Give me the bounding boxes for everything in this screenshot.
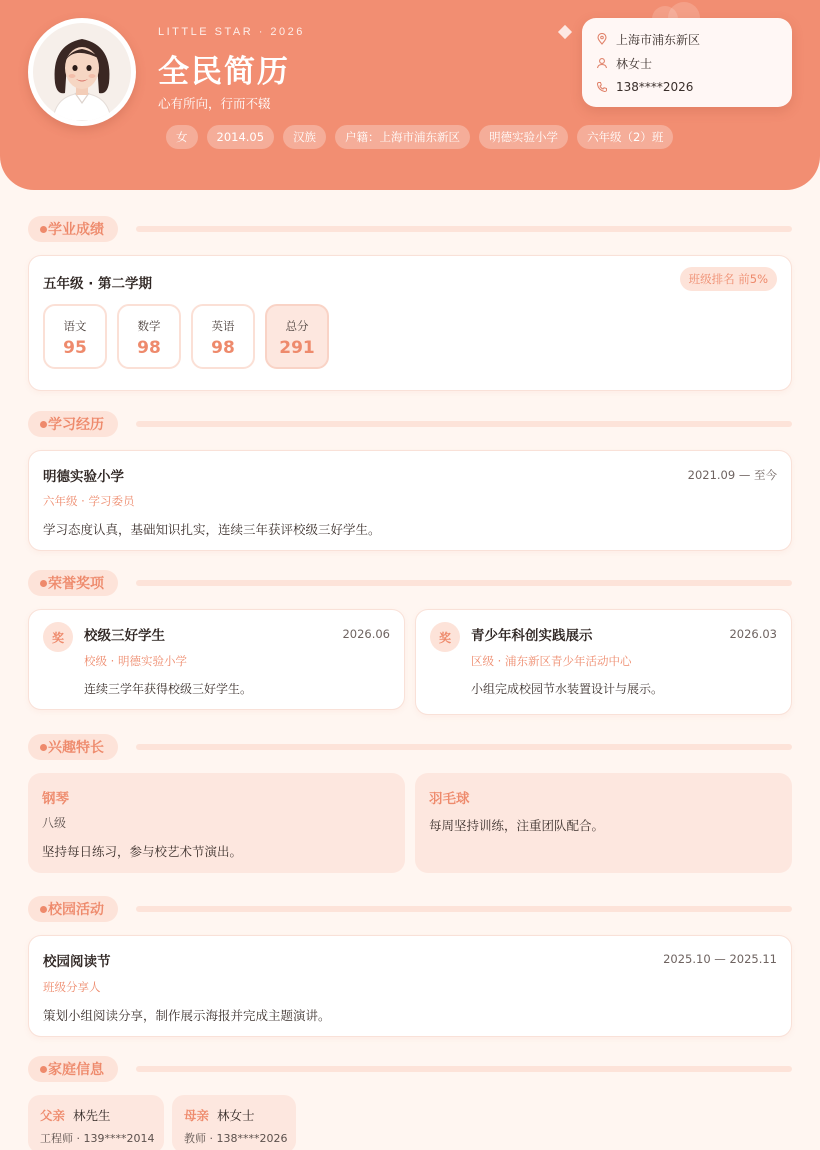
award-icon: 奖 (43, 622, 73, 652)
hobby-level: 八级 (42, 816, 67, 830)
section-family-header (28, 1056, 792, 1082)
avatar (28, 18, 136, 126)
tag-school: 明德实验小学 (479, 125, 568, 149)
score-english: 英语 98 (191, 304, 255, 369)
location-pin-icon (596, 33, 608, 45)
section-divider (136, 580, 792, 586)
grades-term: 五年级 · 第二学期 (43, 276, 153, 292)
education-role: 六年级 · 学习委员 (43, 494, 135, 508)
contact-phone-text: 138****2026 (616, 80, 694, 94)
bullet-dot-icon (40, 580, 47, 587)
section-hobbies-header (28, 734, 792, 760)
family-detail: 工程师 · 139****2014 (40, 1132, 155, 1145)
award-icon: 奖 (430, 622, 460, 652)
section-divider (136, 226, 792, 232)
resume-header (0, 0, 820, 190)
hobby-card (415, 773, 792, 873)
section-education-title: 学习经历 (28, 411, 118, 437)
bullet-dot-icon (40, 226, 47, 233)
activity-name: 校园阅读节 (43, 954, 111, 970)
family-name: 林女士 (217, 1108, 255, 1123)
header-motto: 心有所向，行而不辍 (158, 96, 271, 111)
honor-description: 小组完成校园节水装置设计与展示。 (471, 682, 664, 696)
school-name: 明德实验小学 (43, 469, 124, 485)
family-name: 林先生 (73, 1108, 111, 1123)
family-detail: 教师 · 138****2026 (184, 1132, 288, 1145)
honor-date: 2026.06 (342, 627, 390, 641)
section-honors-header (28, 570, 792, 596)
section-grades-title: 学业成绩 (28, 216, 118, 242)
section-divider (136, 421, 792, 427)
education-card (28, 450, 792, 551)
profile-tags (166, 125, 673, 149)
score-total: 总分 291 (265, 304, 329, 369)
activity-description: 策划小组阅读分享，制作展示海报并完成主题演讲。 (43, 1008, 331, 1023)
activity-role: 班级分享人 (43, 980, 101, 994)
honor-title: 校级三好学生 (84, 628, 165, 644)
section-honors-title: 荣誉奖项 (28, 570, 118, 596)
section-divider (136, 1066, 792, 1072)
tag-hukou: 户籍：上海市浦东新区 (335, 125, 470, 149)
phone-icon (596, 81, 608, 93)
family-member-card (28, 1095, 164, 1150)
tag-birth: 2014.05 (207, 125, 275, 149)
honor-title: 青少年科创实践展示 (471, 628, 593, 644)
header-eyebrow: LITTLE STAR · 2026 (158, 26, 305, 38)
contact-address (596, 27, 778, 51)
hobby-name: 羽毛球 (429, 791, 470, 807)
contact-phone[interactable] (596, 75, 778, 99)
honor-card (415, 609, 792, 715)
honor-org: 校级 · 明德实验小学 (84, 654, 187, 668)
section-grades-header (28, 216, 792, 242)
bullet-dot-icon (40, 906, 47, 913)
education-period: 2021.09 — 至今 (687, 468, 777, 482)
score-list (43, 304, 329, 369)
honor-description: 连续三学年获得校级三好学生。 (84, 682, 253, 696)
user-icon (596, 57, 608, 69)
hobby-name: 钢琴 (42, 791, 69, 807)
score-math: 数学 98 (117, 304, 181, 369)
tag-ethnicity: 汉族 (283, 125, 326, 149)
tag-gender: 女 (166, 125, 198, 149)
honor-card (28, 609, 405, 710)
activity-period: 2025.10 — 2025.11 (663, 952, 777, 966)
avatar-portrait-icon (33, 23, 131, 121)
grades-card (28, 255, 792, 391)
hobby-description: 坚持每日练习，参与校艺术节演出。 (42, 844, 243, 859)
family-relation: 母亲 (184, 1108, 210, 1123)
section-family-title: 家庭信息 (28, 1056, 118, 1082)
tag-class: 六年级（2）班 (577, 125, 673, 149)
contact-guardian-text: 林女士 (616, 56, 653, 71)
hobby-card (28, 773, 405, 873)
section-divider (136, 744, 792, 750)
activity-card (28, 935, 792, 1037)
education-description: 学习态度认真，基础知识扎实，连续三年获评校级三好学生。 (43, 522, 381, 537)
rank-badge: 班级排名 前5% (680, 267, 777, 291)
section-activities-header (28, 896, 792, 922)
section-education-header (28, 411, 792, 437)
bullet-dot-icon (40, 421, 47, 428)
honor-date: 2026.03 (729, 627, 777, 641)
contact-address-text: 上海市浦东新区 (616, 32, 701, 47)
section-activities-title: 校园活动 (28, 896, 118, 922)
decor-diamond-icon (558, 25, 572, 39)
page-title: 全民简历 (158, 54, 290, 90)
family-member-card (172, 1095, 296, 1150)
family-relation: 父亲 (40, 1108, 66, 1123)
score-chinese: 语文 95 (43, 304, 107, 369)
bullet-dot-icon (40, 744, 47, 751)
contact-card (582, 18, 792, 107)
contact-guardian (596, 51, 778, 75)
bullet-dot-icon (40, 1066, 47, 1073)
hobby-description: 每周坚持训练，注重团队配合。 (429, 818, 605, 833)
section-hobbies-title: 兴趣特长 (28, 734, 118, 760)
section-divider (136, 906, 792, 912)
honor-org: 区级 · 浦东新区青少年活动中心 (471, 654, 632, 668)
